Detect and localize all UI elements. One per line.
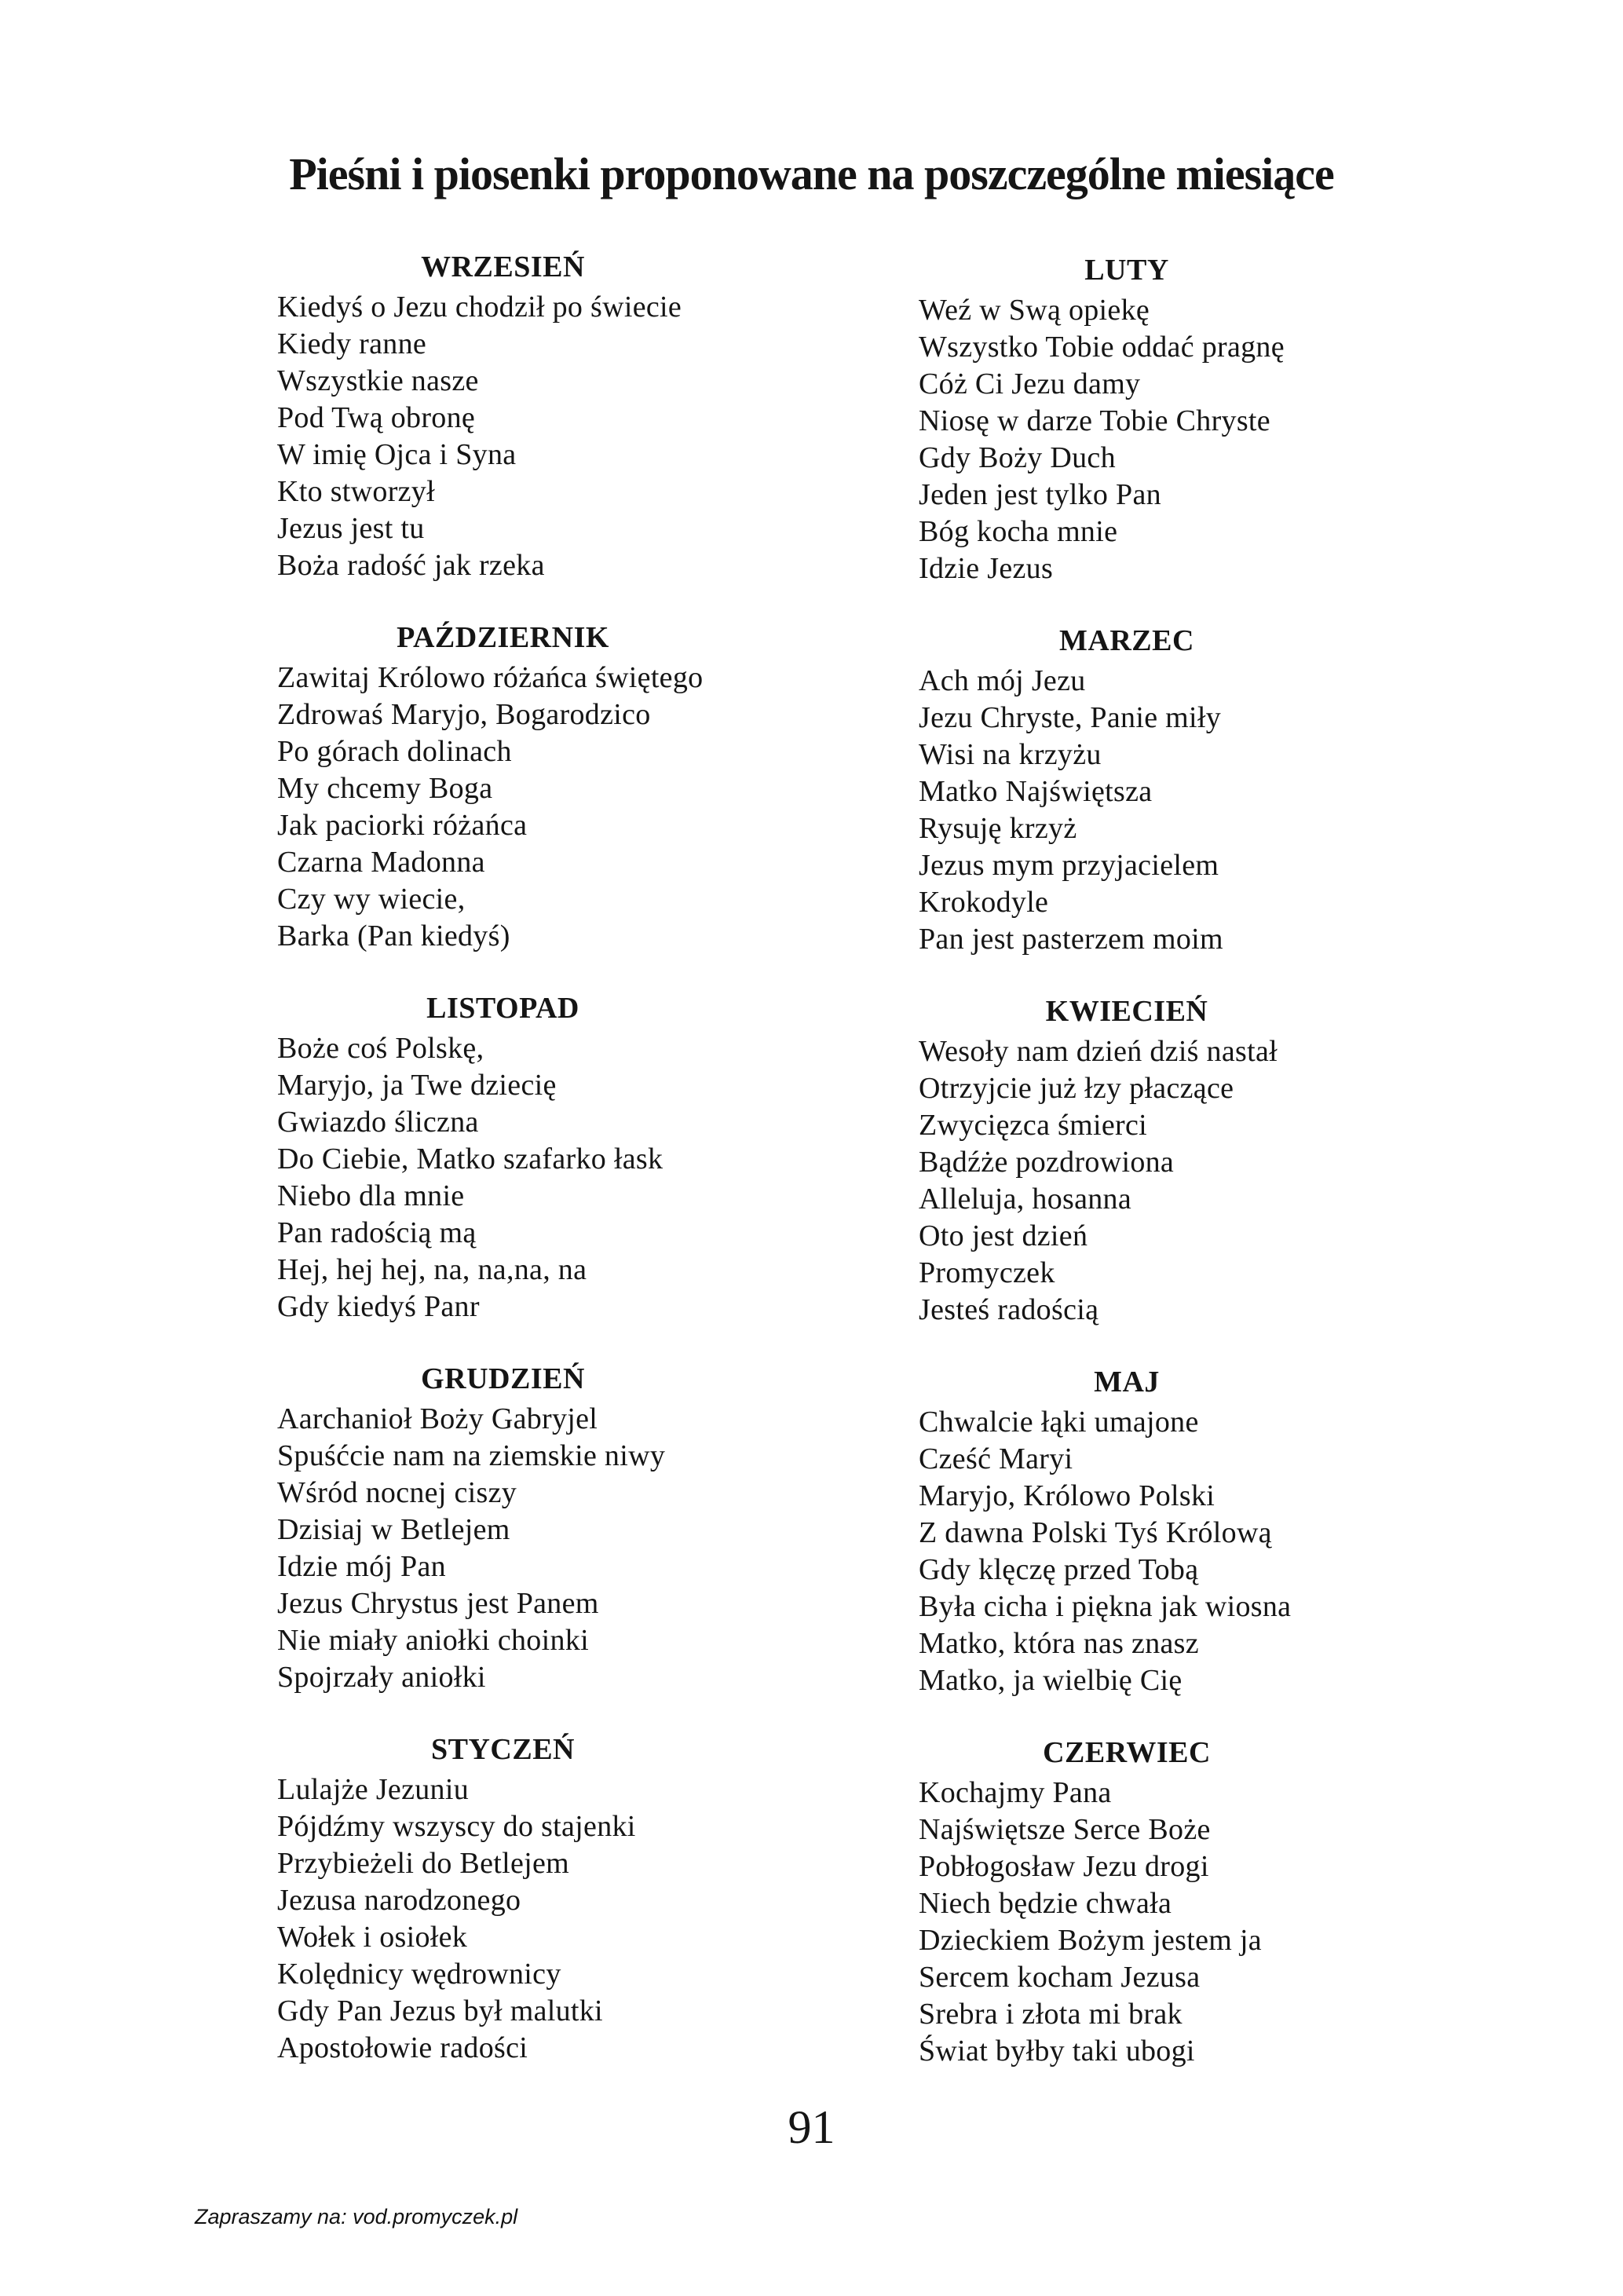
song-title: Zwycięzca śmierci bbox=[919, 1109, 1147, 1142]
song-list bbox=[277, 289, 921, 584]
page-title: Pieśni i piosenki proponowane na poszczególne miesiące bbox=[289, 148, 1334, 199]
song-title: Najświętsze Serce Boże bbox=[919, 1813, 1211, 1846]
song-title: Wszystko Tobie oddać pragnę bbox=[919, 331, 1285, 364]
song-title: Z dawna Polski Tyś Królową bbox=[919, 1516, 1272, 1549]
month-heading: LUTY bbox=[1084, 254, 1169, 287]
song-title: Wesoły nam dzień dziś nastał bbox=[919, 1035, 1278, 1068]
song-title: W imię Ojca i Syna bbox=[277, 438, 517, 471]
month-section bbox=[919, 1731, 1421, 2070]
song-title: Lulajże Jezuniu bbox=[277, 1773, 470, 1806]
song-title: Pójdźmy wszyscy do stajenki bbox=[277, 1810, 636, 1843]
song-title: Barka (Pan kiedyś) bbox=[277, 919, 510, 952]
song-title: Była cicha i piękna jak wiosna bbox=[919, 1590, 1292, 1623]
song-title: Dzisiaj w Betlejem bbox=[277, 1513, 510, 1546]
month-section bbox=[919, 619, 1421, 958]
song-list bbox=[919, 1404, 1421, 1699]
song-title: Jezus Chrystus jest Panem bbox=[277, 1587, 599, 1620]
month-section bbox=[277, 1357, 921, 1696]
month-section bbox=[919, 1360, 1421, 1699]
page-number: 91 bbox=[788, 2101, 835, 2153]
month-heading: WRZESIEŃ bbox=[421, 250, 585, 283]
song-list bbox=[277, 1771, 921, 2067]
month-heading: MARZEC bbox=[1059, 624, 1194, 657]
song-title: Cześć Maryi bbox=[919, 1442, 1073, 1475]
song-title: Matko Najświętsza bbox=[919, 775, 1153, 808]
song-title: Spojrzały aniołki bbox=[277, 1661, 486, 1694]
song-title: Idzie mój Pan bbox=[277, 1550, 446, 1583]
song-title: Matko, ja wielbię Cię bbox=[919, 1664, 1183, 1697]
song-title: Otrzyjcie już łzy płaczące bbox=[919, 1072, 1234, 1105]
song-title: Cóż Ci Jezu damy bbox=[919, 367, 1141, 400]
footer-note: Zapraszamy na: vod.promyczek.pl bbox=[195, 2205, 518, 2228]
song-title: Pod Twą obronę bbox=[277, 401, 476, 434]
song-title: Dzieckiem Bożym jestem ja bbox=[919, 1924, 1262, 1957]
month-section bbox=[277, 986, 921, 1325]
song-title: Niech będzie chwała bbox=[919, 1887, 1172, 1920]
song-title: Jezus mym przyjacielem bbox=[919, 849, 1219, 882]
song-title: Pan jest pasterzem moim bbox=[919, 923, 1223, 956]
song-title: Zdrowaś Maryjo, Bogarodzico bbox=[277, 698, 651, 731]
song-title: Boża radość jak rzeka bbox=[277, 549, 545, 582]
song-title: Idzie Jezus bbox=[919, 552, 1054, 585]
month-section bbox=[277, 1727, 921, 2067]
song-title: Maryjo, Królowo Polski bbox=[919, 1479, 1215, 1512]
song-title: Czarna Madonna bbox=[277, 846, 485, 879]
song-title: Apostołowie radości bbox=[277, 2031, 528, 2064]
song-title: Krokodyle bbox=[919, 886, 1049, 919]
month-heading: KWIECIEŃ bbox=[1045, 995, 1208, 1028]
song-title: Nie miały aniołki choinki bbox=[277, 1624, 589, 1657]
song-list bbox=[919, 1033, 1421, 1329]
month-heading: MAJ bbox=[1094, 1366, 1160, 1398]
song-title: Gdy Pan Jezus był malutki bbox=[277, 1994, 603, 2027]
song-title: Czy wy wiecie, bbox=[277, 883, 466, 916]
month-heading: LISTOPAD bbox=[426, 992, 579, 1025]
song-title: Kto stworzył bbox=[277, 475, 435, 508]
song-title: Bądźże pozdrowiona bbox=[919, 1146, 1175, 1179]
song-title: Jezus jest tu bbox=[277, 512, 425, 545]
song-title: Niosę w darze Tobie Chryste bbox=[919, 404, 1270, 437]
month-heading: CZERWIEC bbox=[1043, 1736, 1211, 1769]
song-title: Gwiazdo śliczna bbox=[277, 1106, 479, 1139]
song-title: Świat byłby taki ubogi bbox=[919, 2035, 1195, 2067]
song-list bbox=[919, 663, 1421, 958]
song-title: Kolędnicy wędrownicy bbox=[277, 1958, 561, 1991]
song-title: Alleluja, hosanna bbox=[919, 1183, 1132, 1216]
month-heading: GRUDZIEŃ bbox=[421, 1362, 585, 1395]
song-title: Wśród nocnej ciszy bbox=[277, 1476, 517, 1509]
song-title: Jeden jest tylko Pan bbox=[919, 478, 1161, 511]
song-title: Do Ciebie, Matko szafarko łask bbox=[277, 1143, 663, 1175]
song-title: Promyczek bbox=[919, 1256, 1055, 1289]
song-title: Ach mój Jezu bbox=[919, 664, 1086, 697]
song-title: Wisi na krzyżu bbox=[919, 738, 1102, 771]
month-section bbox=[919, 248, 1421, 587]
month-section bbox=[277, 616, 921, 955]
song-title: Gdy klęczę przed Tobą bbox=[919, 1553, 1199, 1586]
song-title: Kochajmy Pana bbox=[919, 1776, 1112, 1809]
song-title: Aarchanioł Boży Gabryjel bbox=[277, 1402, 598, 1435]
song-title: Gdy kiedyś Panr bbox=[277, 1290, 480, 1323]
song-title: Przybieżeli do Betlejem bbox=[277, 1847, 570, 1880]
song-list bbox=[919, 1775, 1421, 2070]
song-title: My chcemy Boga bbox=[277, 772, 493, 805]
song-title: Maryjo, ja Twe dziecię bbox=[277, 1069, 557, 1102]
song-title: Kiedy ranne bbox=[277, 327, 427, 360]
song-title: Wołek i osiołek bbox=[277, 1921, 468, 1954]
song-title: Hej, hej hej, na, na,na, na bbox=[277, 1253, 587, 1286]
song-title: Wszystkie nasze bbox=[277, 364, 479, 397]
month-heading: STYCZEŃ bbox=[431, 1733, 575, 1766]
song-title: Pan radością mą bbox=[277, 1216, 477, 1249]
song-list bbox=[277, 1030, 921, 1325]
song-title: Niebo dla mnie bbox=[277, 1179, 465, 1212]
song-title: Jesteś radością bbox=[919, 1293, 1099, 1326]
song-title: Jezusa narodzonego bbox=[277, 1884, 521, 1917]
song-title: Gdy Boży Duch bbox=[919, 441, 1116, 474]
song-title: Jezu Chryste, Panie miły bbox=[919, 701, 1222, 734]
month-section bbox=[919, 989, 1421, 1329]
song-title: Po górach dolinach bbox=[277, 735, 512, 768]
song-list bbox=[277, 660, 921, 955]
song-title: Zawitaj Królowo różańca świętego bbox=[277, 661, 704, 694]
song-title: Rysuję krzyż bbox=[919, 812, 1077, 845]
song-title: Bóg kocha mnie bbox=[919, 515, 1118, 548]
song-title: Kiedyś o Jezu chodził po świecie bbox=[277, 291, 682, 324]
song-title: Boże coś Polskę, bbox=[277, 1032, 484, 1065]
song-title: Pobłogosław Jezu drogi bbox=[919, 1850, 1209, 1883]
song-title: Chwalcie łąki umajone bbox=[919, 1406, 1199, 1439]
song-title: Oto jest dzień bbox=[919, 1219, 1088, 1252]
month-heading: PAŹDZIERNIK bbox=[397, 621, 609, 654]
song-title: Weź w Swą opiekę bbox=[919, 294, 1150, 327]
month-section bbox=[277, 245, 921, 584]
song-title: Jak paciorki różańca bbox=[277, 809, 528, 842]
song-title: Matko, która nas znasz bbox=[919, 1627, 1199, 1660]
song-title: Sercem kocham Jezusa bbox=[919, 1961, 1201, 1994]
song-list bbox=[919, 292, 1421, 587]
song-list bbox=[277, 1401, 921, 1696]
song-title: Spuśćcie nam na ziemskie niwy bbox=[277, 1439, 666, 1472]
song-title: Srebra i złota mi brak bbox=[919, 1998, 1183, 2031]
